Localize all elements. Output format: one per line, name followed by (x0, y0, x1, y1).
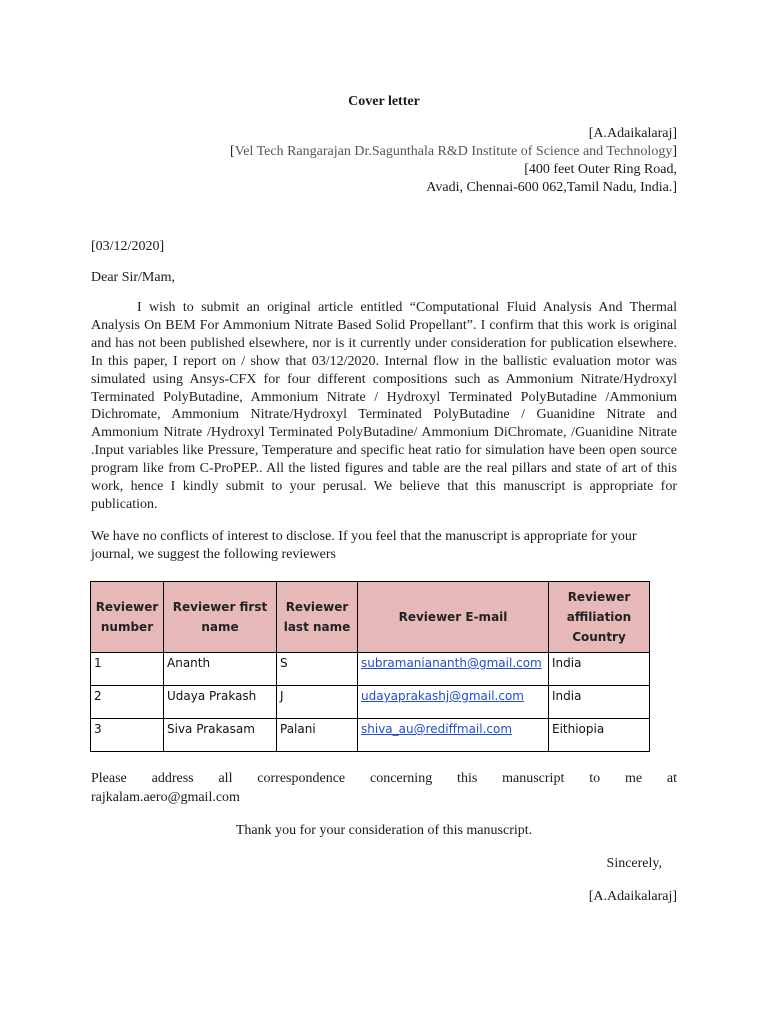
cell-number: 3 (91, 719, 164, 752)
address-line-2: Avadi, Chennai-600 062,Tamil Nadu, India.] (426, 180, 677, 195)
letter-date: [03/12/2020] (91, 239, 165, 254)
institute-open-bracket: [ (230, 144, 235, 159)
header-email: Reviewer E-mail (358, 582, 549, 653)
cell-last-name: Palani (277, 719, 358, 752)
address-line-1: [400 feet Outer Ring Road, (524, 162, 677, 177)
cell-country: India (549, 686, 650, 719)
cell-first-name: Udaya Prakash (164, 686, 277, 719)
header-last-name: Reviewer last name (277, 582, 358, 653)
table-row (91, 719, 650, 752)
reviewers-table (90, 581, 650, 752)
correspondence-line-1: Please address all correspondence concerning this manuscript to me at (91, 771, 677, 786)
institute-close-bracket: ] (672, 144, 677, 159)
cell-country: Eithiopia (549, 719, 650, 752)
cell-number: 1 (91, 653, 164, 686)
sender-name: [A.Adaikalaraj] (588, 126, 677, 141)
header-first-name: Reviewer first name (164, 582, 277, 653)
sender-institute (230, 143, 677, 161)
table-row (91, 653, 650, 686)
institute-name: Vel Tech Rangarajan Dr.Sagunthala R&D Institute of Science and Technology (234, 144, 673, 159)
body-paragraph-2: We have no conflicts of interest to disclose. If you feel that the manuscript is appropriate for your journal, we suggest the following reviewers (91, 529, 637, 562)
table-header-row (91, 582, 650, 653)
thanks-line: Thank you for your consideration of this manuscript. (235, 823, 533, 838)
cell-first-name: Siva Prakasam (164, 719, 277, 752)
cell-number: 2 (91, 686, 164, 719)
cell-country: India (549, 653, 650, 686)
greeting: Dear Sir/Mam, (91, 270, 175, 285)
header-reviewer-number: Reviewer number (91, 582, 164, 653)
sender-address-block (230, 125, 677, 197)
email-link[interactable]: udayaprakashj@gmail.com (358, 686, 549, 719)
cell-last-name: J (277, 686, 358, 719)
body-paragraph-1: I wish to submit an original article entitled “Computational Fluid Analysis And Thermal Analysis On BEM For Ammonium Nitrate Based Solid Propellant”. I confirm that this work is original and has not been published elsewhere, nor is it currently under consideration for publication elsewhere. In this paper, I report on / show that 03/12/2020. Internal flow in the ballistic evaluation motor was simulated using Ansys-CFX for four different compositions such as Ammonium Nitrate/Hydroxyl Terminated PolyButadine, Ammonium Nitrate / Hydroxyl Terminated PolyButadine /Ammonium Dichromate, Ammonium Nitrate/Hydroxyl Terminated PolyButadine / Guanidine Nitrate and Ammonium Nitrate /Hydroxyl Terminated PolyButadine/ Ammonium DiChromate, /Guanidine Nitrate .Input variables like Pressure, Temperature and specific heat ratio for simulation have been open source program like from C-ProPEP.. All the listed figures and table are the real pillars and state of art of this work, hence I kindly submit to your perusal. We believe that this manuscript is appropriate for publication. (91, 300, 677, 512)
closing: Sincerely, (606, 856, 662, 871)
signature: [A.Adaikalaraj] (588, 889, 677, 904)
cell-last-name: S (277, 653, 358, 686)
email-link[interactable]: subramaniananth@gmail.com (358, 653, 549, 686)
cell-first-name: Ananth (164, 653, 277, 686)
letter-title: Cover letter (348, 94, 420, 109)
header-country: Reviewer affiliation Country (549, 582, 650, 653)
correspondence-email: rajkalam.aero@gmail.com (91, 790, 240, 805)
email-link[interactable]: shiva_au@rediffmail.com (358, 719, 549, 752)
table-row (91, 686, 650, 719)
